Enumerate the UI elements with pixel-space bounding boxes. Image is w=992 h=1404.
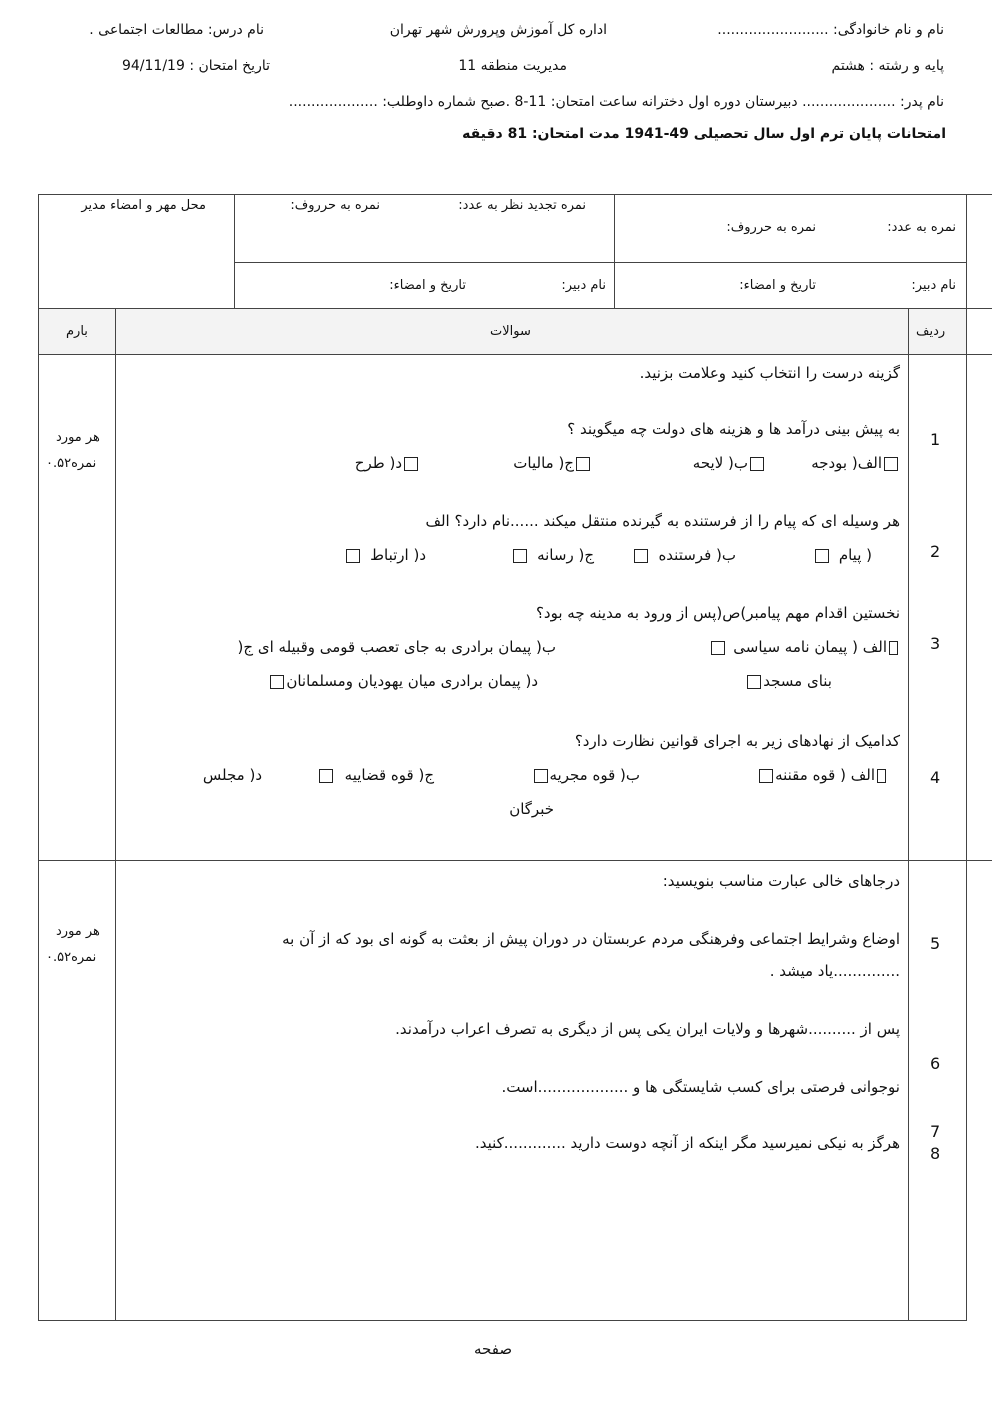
score-letters-label: نمره به حرروف: [726,220,816,235]
checkbox[interactable] [534,769,548,783]
checkbox[interactable] [319,769,333,783]
option-d: د( پیمان برادری میان یهودیان ومسلمانان [268,672,538,690]
district: مدیریت منطقه 11 [458,58,567,74]
checkbox[interactable] [889,641,898,655]
question-number: 7 [930,1122,941,1141]
question-number: 3 [930,634,941,653]
option-b: ب( لایحه [693,454,766,472]
col-row-header: ردیف [916,324,946,339]
checkbox[interactable] [346,549,360,563]
option-d-continued: خبرگان [509,800,554,818]
checkbox[interactable] [404,457,418,471]
section2-instruction: درجاهای خالی عبارت مناسب بنویسید: [662,872,900,890]
option-a: الف( بودجه [811,454,900,472]
question-5-line2: ..............یاد میشد . [769,962,900,980]
option-d: د( مجلس [202,766,262,784]
section1-instruction: گزینه درست را انتخاب کنید وعلامت بزنید. [639,364,900,382]
score-number-label: نمره به عدد: [887,220,956,235]
col-score-header: بارم [66,324,88,339]
subject: نام درس: مطالعات اجتماعی . [89,22,264,38]
option-a: الف ( پیمان نامه سیاسی [709,638,900,656]
checkbox[interactable] [815,549,829,563]
question-7: نوجوانی فرصتی برای کسب شایستگی ها و ...................است. [501,1078,900,1096]
question-6: پس از ..........شهرها و ولایات ایران یکی پس از دیگری به تصرف اعراب درآمدند. [395,1020,900,1038]
review-score-number-label: نمره تجدید نظر به عدد: [458,198,586,213]
option-b: ب( قوه مجریه [532,766,641,784]
question-text: نخستین اقدام مهم پیامبر)ص(پس از ورود به مدینه چه بود؟ [535,604,900,622]
question-number: 4 [930,768,941,787]
checkbox[interactable] [759,769,773,783]
checkbox[interactable] [884,457,898,471]
review-date-signature-label: تاریخ و امضاء: [389,278,466,293]
option-d: د( طرح [355,454,420,472]
page-label: صفحه [474,1340,513,1358]
father-school-time: نام پدر: ..................... دبیرستان دوره اول دخترانه ساعت امتحان: 11-8 .صبح شماره داوطلب: .................... [288,94,944,110]
option-a: الف ( قوه مقننه [757,766,888,784]
exam-date: تاریخ امتحان : 94/11/19 [121,58,270,74]
principal-seal-label: محل مهر و امضاء مدیر [81,198,206,213]
checkbox[interactable] [270,675,284,689]
option-c: بنای مسجد [745,672,832,690]
section1-score-line2: ۰.۵۲نمره [46,456,97,471]
question-number: 1 [930,430,941,449]
question-text: هر وسیله ای که پیام را از فرستنده به گیرنده منتقل میکند ......نام دارد؟ الف [425,512,900,530]
checkbox[interactable] [634,549,648,563]
option-b: ب( فرستنده [632,546,736,564]
question-text: به پیش بینی درآمد ها و هزینه های دولت چه میگویند ؟ [567,420,900,438]
option-c: ج( قوه قضاییه [317,766,434,784]
option-c: ج( مالیات [513,454,592,472]
question-5-line1: اوضاع وشرایط اجتماعی وفرهنگی مردم عربستان در دوران پیش از بعثت به گونه ای بود که از آن به [282,930,900,948]
option-d: د( ارتباط [344,546,426,564]
col-questions-header: سوالات [490,324,531,339]
option-b: ب( پیمان برادری به جای تعصب قومی وقبیله ای ج( [237,638,556,656]
option-a: ( پیام [813,546,872,564]
option-c: ج( رسانه [511,546,594,564]
grade: پایه و رشته : هشتم [831,58,944,74]
question-number: 6 [930,1054,941,1073]
question-number: 5 [930,934,941,953]
checkbox[interactable] [750,457,764,471]
date-signature-label: تاریخ و امضاء: [739,278,816,293]
exam-title: امتحانات پایان ترم اول سال تحصیلی 49-1941 مدت امتحان: 81 دقیقه [462,126,946,142]
question-text: کدامیک از نهادهای زیر به اجرای قوانین نظارت دارد؟ [574,732,900,750]
question-number: 2 [930,542,941,561]
checkbox[interactable] [747,675,761,689]
checkbox[interactable] [513,549,527,563]
section2-score-line1: هر مورد [56,924,100,939]
question-number: 8 [930,1144,941,1163]
student-name: نام و نام خانوادگی: ......................... [717,22,944,38]
review-score-letters-label: نمره به حرروف: [290,198,380,213]
teacher-name-label: نام دبیر: [911,278,956,293]
checkbox[interactable] [576,457,590,471]
review-teacher-name-label: نام دبیر: [561,278,606,293]
question-8: هرگز به نیکی نمیرسید مگر اینکه از آنچه دوست دارید .............کنید. [474,1134,900,1152]
checkbox[interactable] [711,641,725,655]
section1-score-line1: هر مورد [56,430,100,445]
education-office: اداره کل آموزش وپرورش شهر تهران [389,22,607,38]
checkbox[interactable] [877,769,886,783]
section2-score-line2: ۰.۵۲نمره [46,950,97,965]
